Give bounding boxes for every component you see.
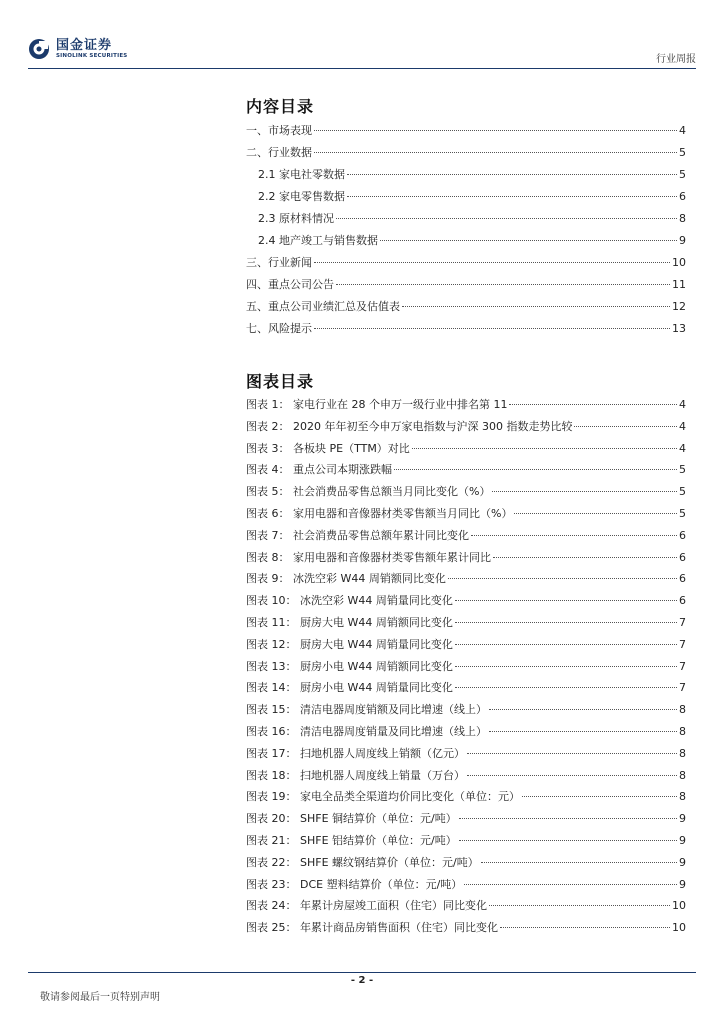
figure-entry[interactable] [246, 614, 686, 636]
figure-entry-page: 8 [679, 768, 686, 782]
figure-entry-label: 图表 9： 冰洗空彩 W44 周销额同比变化 [246, 572, 446, 586]
figure-entry-page: 5 [679, 485, 686, 499]
toc-entry[interactable] [246, 188, 686, 210]
figure-entry[interactable] [246, 418, 686, 440]
figure-entry[interactable] [246, 810, 686, 832]
figure-entry[interactable] [246, 854, 686, 876]
toc-entry-label: 五、重点公司业绩汇总及估值表 [246, 300, 400, 313]
figure-entry-label: 图表 12： 厨房大电 W44 周销量同比变化 [246, 637, 453, 651]
figure-entry-page: 9 [679, 855, 686, 869]
logo-chinese-text: 国金证券 [56, 37, 113, 53]
toc-entry-page: 9 [679, 234, 686, 247]
figure-entry[interactable] [246, 396, 686, 418]
dot-leader [500, 927, 670, 928]
figure-entry[interactable] [246, 679, 686, 701]
dot-leader [455, 622, 677, 623]
dot-leader [471, 535, 677, 536]
figure-entry[interactable] [246, 723, 686, 745]
figure-entry-page: 8 [679, 724, 686, 738]
figure-entry-label: 图表 23： DCE 塑料结算价（单位：元/吨） [246, 877, 463, 891]
figure-entry-page: 6 [679, 594, 686, 608]
figure-entry[interactable] [246, 592, 686, 614]
dot-leader [402, 306, 670, 307]
dot-leader [509, 404, 677, 405]
figure-entry-label: 图表 15： 清洁电器周度销额及同比增速（线上） [246, 703, 487, 717]
figure-entry[interactable] [246, 788, 686, 810]
figure-entry-page: 9 [679, 812, 686, 826]
dot-leader [481, 862, 677, 863]
figure-entry[interactable] [246, 461, 686, 483]
contents-list [246, 122, 686, 342]
figure-entry-page: 8 [679, 746, 686, 760]
dot-leader [394, 469, 677, 470]
dot-leader [314, 130, 677, 131]
toc-entry[interactable] [246, 254, 686, 276]
dot-leader [522, 796, 677, 797]
figure-entry-label: 图表 6： 家用电器和音像器材类零售额当月同比（%） [246, 506, 513, 520]
dot-leader [489, 709, 677, 710]
figure-entry-label: 图表 14： 厨房小电 W44 周销量同比变化 [246, 681, 453, 695]
dot-leader [574, 426, 677, 427]
dot-leader [514, 513, 677, 514]
figure-entry[interactable] [246, 658, 686, 680]
figure-entry-label: 图表 11： 厨房大电 W44 周销额同比变化 [246, 615, 453, 629]
dot-leader [467, 775, 677, 776]
dot-leader [493, 557, 677, 558]
figures-list [246, 396, 686, 941]
figure-entry-page: 7 [679, 681, 686, 695]
toc-entry-page: 13 [672, 322, 686, 335]
dot-leader [412, 448, 677, 449]
dot-leader [464, 884, 677, 885]
figure-entry-page: 7 [679, 659, 686, 673]
toc-entry-page: 11 [672, 278, 686, 291]
dot-leader [380, 240, 677, 241]
figure-entry-page: 9 [679, 877, 686, 891]
toc-entry-label: 2.3 原材料情况 [258, 212, 334, 225]
figure-entry[interactable] [246, 767, 686, 789]
figure-entry-label: 图表 10： 冰洗空彩 W44 周销量同比变化 [246, 594, 453, 608]
figure-entry-label: 图表 1： 家电行业在 28 个申万一级行业中排名第 11 [246, 398, 508, 411]
logo-english-text: SINOLINK SECURITIES [56, 52, 128, 59]
toc-entry[interactable] [246, 166, 686, 188]
figure-entry[interactable] [246, 505, 686, 527]
figure-entry[interactable] [246, 483, 686, 505]
figure-entry-page: 6 [679, 572, 686, 586]
figure-entry[interactable] [246, 636, 686, 658]
figure-entry-label: 图表 24： 年累计房屋竣工面积（住宅）同比变化 [246, 899, 487, 913]
dot-leader [336, 218, 677, 219]
toc-entry-page: 12 [672, 300, 686, 313]
toc-entry-label: 七、风险提示 [246, 322, 312, 335]
report-type-label: 行业周报 [656, 54, 696, 65]
figure-entry[interactable] [246, 919, 686, 941]
toc-entry[interactable] [246, 232, 686, 254]
figure-entry[interactable] [246, 832, 686, 854]
header-divider [28, 68, 696, 69]
figure-entry-label: 图表 22： SHFE 螺纹钢结算价（单位：元/吨） [246, 855, 479, 869]
dot-leader [459, 840, 677, 841]
figures-title: 图表目录 [246, 372, 315, 391]
toc-entry[interactable] [246, 298, 686, 320]
figure-entry-page: 5 [679, 463, 686, 477]
dot-leader [448, 578, 677, 579]
figure-entry[interactable] [246, 745, 686, 767]
figure-entry-label: 图表 7： 社会消费品零售总额年累计同比变化 [246, 528, 469, 542]
toc-entry[interactable] [246, 122, 686, 144]
toc-entry-page: 6 [679, 190, 686, 203]
figure-entry[interactable] [246, 440, 686, 462]
toc-entry[interactable] [246, 210, 686, 232]
figure-entry-label: 图表 4： 重点公司本期涨跌幅 [246, 463, 392, 477]
toc-entry-page: 10 [672, 256, 686, 269]
dot-leader [347, 174, 677, 175]
footer-divider [28, 972, 696, 973]
figure-entry-page: 10 [672, 921, 686, 935]
figure-entry-label: 图表 3： 各板块 PE（TTM）对比 [246, 441, 410, 455]
dot-leader [336, 284, 670, 285]
figure-entry-page: 4 [679, 441, 686, 455]
dot-leader [455, 644, 677, 645]
figure-entry[interactable] [246, 876, 686, 898]
toc-entry-label: 2.2 家电零售数据 [258, 190, 345, 203]
figure-entry-label: 图表 2： 2020 年年初至今申万家电指数与沪深 300 指数走势比较 [246, 419, 573, 433]
figure-entry-label: 图表 20： SHFE 铜结算价（单位：元/吨） [246, 812, 457, 826]
disclaimer-text: 敬请参阅最后一页特别声明 [40, 992, 160, 1003]
toc-entry-label: 四、重点公司公告 [246, 278, 334, 291]
figure-entry-page: 7 [679, 637, 686, 651]
dot-leader [314, 262, 670, 263]
figure-entry-label: 图表 8： 家用电器和音像器材类零售额年累计同比 [246, 550, 491, 564]
toc-entry-label: 一、市场表现 [246, 124, 312, 137]
toc-entry-label: 二、行业数据 [246, 146, 312, 159]
figure-entry-label: 图表 16： 清洁电器周度销量及同比增速（线上） [246, 724, 487, 738]
figure-entry[interactable] [246, 897, 686, 919]
sinolink-logo-icon [28, 38, 50, 60]
toc-entry-page: 4 [679, 124, 686, 137]
dot-leader [455, 687, 677, 688]
figure-entry-page: 6 [679, 550, 686, 564]
dot-leader [314, 328, 670, 329]
figure-entry-label: 图表 5： 社会消费品零售总额当月同比变化（%） [246, 485, 491, 499]
figure-entry-page: 4 [679, 419, 686, 433]
dot-leader [489, 905, 670, 906]
page-header [28, 38, 696, 68]
dot-leader [455, 600, 677, 601]
toc-entry-page: 8 [679, 212, 686, 225]
dot-leader [455, 666, 677, 667]
toc-entry-page: 5 [679, 146, 686, 159]
toc-entry[interactable] [246, 320, 686, 342]
figure-entry[interactable] [246, 527, 686, 549]
dot-leader [492, 491, 677, 492]
figure-entry-page: 8 [679, 790, 686, 804]
figure-entry[interactable] [246, 701, 686, 723]
figure-entry[interactable] [246, 570, 686, 592]
figure-entry-page: 9 [679, 833, 686, 847]
page-number: - 2 - [350, 975, 374, 986]
dot-leader [467, 753, 677, 754]
dot-leader [314, 152, 677, 153]
toc-entry-label: 2.4 地产竣工与销售数据 [258, 234, 378, 247]
figure-entry-page: 7 [679, 615, 686, 629]
figure-entry-label: 图表 17： 扫地机器人周度线上销额（亿元） [246, 746, 465, 760]
figure-entry[interactable] [246, 549, 686, 571]
company-logo [28, 38, 127, 60]
figure-entry-label: 图表 25： 年累计商品房销售面积（住宅）同比变化 [246, 921, 498, 935]
figure-entry-page: 8 [679, 703, 686, 717]
toc-entry-label: 2.1 家电社零数据 [258, 168, 345, 181]
toc-entry[interactable] [246, 144, 686, 166]
contents-title: 内容目录 [246, 97, 315, 116]
dot-leader [489, 731, 677, 732]
figure-entry-page: 10 [672, 899, 686, 913]
dot-leader [347, 196, 677, 197]
figure-entry-label: 图表 19： 家电全品类全渠道均价同比变化（单位：元） [246, 790, 520, 804]
figure-entry-label: 图表 18： 扫地机器人周度线上销量（万台） [246, 768, 465, 782]
figure-entry-page: 6 [679, 528, 686, 542]
toc-entry-label: 三、行业新闻 [246, 256, 312, 269]
dot-leader [459, 818, 677, 819]
toc-entry[interactable] [246, 276, 686, 298]
figure-entry-page: 4 [679, 398, 686, 411]
figure-entry-label: 图表 21： SHFE 铝结算价（单位：元/吨） [246, 833, 457, 847]
figure-entry-page: 5 [679, 506, 686, 520]
figure-entry-label: 图表 13： 厨房小电 W44 周销额同比变化 [246, 659, 453, 673]
toc-entry-page: 5 [679, 168, 686, 181]
